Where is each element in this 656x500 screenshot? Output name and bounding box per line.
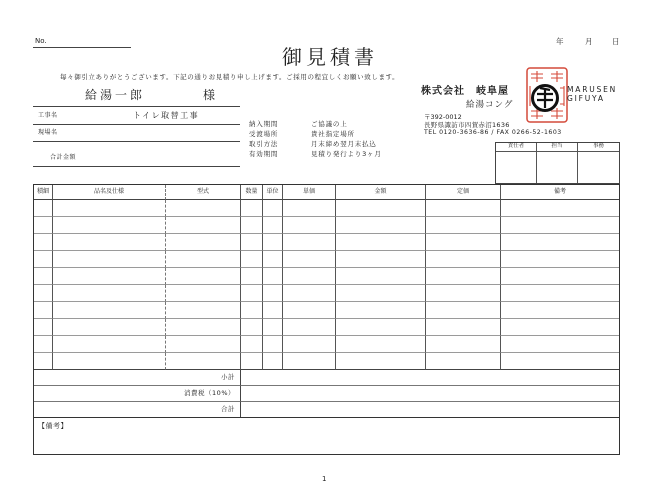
logo-text-line1: MARUSEN: [567, 85, 618, 94]
table-row: [34, 336, 619, 353]
table-cell: [501, 285, 619, 302]
tax-label: 消費税（10%）: [34, 386, 241, 402]
table-cell: [263, 319, 283, 336]
table-cell: [166, 200, 241, 217]
term-label: 納入期間: [249, 120, 279, 128]
table-cell: [53, 251, 166, 268]
table-cell: [336, 353, 426, 370]
table-cell: [263, 353, 283, 370]
table-cell: [166, 217, 241, 234]
document-title: 御見積書: [282, 45, 378, 69]
table-row: [34, 200, 619, 217]
header-detail: 積細: [34, 185, 53, 200]
table-header-row: [34, 185, 619, 200]
table-cell: [336, 217, 426, 234]
logo-text-line2: GIFUYA: [567, 94, 605, 103]
table-cell: [166, 234, 241, 251]
table-cell: [426, 285, 501, 302]
table-cell: [336, 302, 426, 319]
totals-section: [34, 370, 619, 417]
company-name: 株式会社 岐阜屋: [421, 86, 509, 97]
table-cell: [34, 285, 53, 302]
approval-cell-office: [578, 152, 619, 183]
table-cell: [241, 285, 263, 302]
project-underline: [33, 124, 240, 125]
table-cell: [426, 268, 501, 285]
header-quantity: 数量: [241, 185, 263, 200]
table-cell: [166, 251, 241, 268]
grand-total-label: 合計: [34, 402, 241, 417]
table-cell: [283, 234, 336, 251]
table-cell: [283, 200, 336, 217]
table-cell: [166, 336, 241, 353]
table-cell: [426, 319, 501, 336]
no-underline: [33, 47, 131, 48]
term-value: 見積り発行より3ヶ月: [311, 150, 382, 158]
table-cell: [283, 251, 336, 268]
circle-mark-icon: [533, 86, 558, 111]
grand-total-value: [241, 402, 619, 417]
company-tel-fax: TEL 0120-3636-86 / FAX 0266-52-1603: [424, 129, 562, 136]
approval-stamp-row: [496, 152, 619, 183]
total-amount-label: 合計金額: [50, 154, 77, 161]
table-cell: [166, 268, 241, 285]
table-cell: [166, 285, 241, 302]
table-cell: [263, 268, 283, 285]
header-unit: 単位: [263, 185, 283, 200]
approval-box: [495, 142, 620, 184]
approval-cell-staff: [537, 152, 578, 183]
table-cell: [53, 234, 166, 251]
table-cell: [426, 251, 501, 268]
table-cell: [241, 200, 263, 217]
header-list-price: 定価: [426, 185, 501, 200]
date-month-label: 月: [585, 37, 593, 46]
table-cell: [34, 353, 53, 370]
header-remarks: 備考: [501, 185, 619, 200]
table-cell: [241, 268, 263, 285]
table-cell: [241, 336, 263, 353]
table-cell: [283, 319, 336, 336]
table-cell: [283, 336, 336, 353]
table-cell: [34, 217, 53, 234]
totals-row-subtotal: [34, 370, 619, 386]
table-cell: [263, 200, 283, 217]
date-year-label: 年: [556, 37, 564, 46]
table-cell: [53, 302, 166, 319]
table-cell: [283, 302, 336, 319]
table-row: [34, 217, 619, 234]
term-label: 取引方法: [249, 140, 279, 148]
header-item-spec: 品名及仕様: [53, 185, 166, 200]
site-label: 現場名: [38, 129, 58, 136]
table-cell: [426, 234, 501, 251]
table-cell: [283, 268, 336, 285]
table-cell: [263, 336, 283, 353]
header-amount: 金額: [336, 185, 426, 200]
customer-name-underline: [33, 106, 240, 107]
company-postal-code: 〒392-0012: [424, 113, 462, 121]
header-unit-price: 単価: [283, 185, 336, 200]
company-seal: [525, 66, 569, 124]
table-cell: [166, 302, 241, 319]
table-cell: [336, 200, 426, 217]
total-amount-underline: [33, 166, 240, 167]
table-cell: [336, 319, 426, 336]
table-cell: [426, 217, 501, 234]
table-cell: [501, 251, 619, 268]
table-cell: [501, 200, 619, 217]
table-cell: [263, 251, 283, 268]
table-cell: [426, 336, 501, 353]
page-number: 1: [322, 475, 327, 483]
term-label: 有効期間: [249, 150, 279, 158]
table-cell: [501, 353, 619, 370]
table-cell: [53, 200, 166, 217]
table-cell: [53, 285, 166, 302]
approval-header-row: [496, 143, 619, 152]
table-cell: [53, 319, 166, 336]
totals-row-total: [34, 402, 619, 417]
table-cell: [241, 302, 263, 319]
table-cell: [263, 285, 283, 302]
term-value: 貴社指定場所: [311, 130, 355, 138]
subtotal-label: 小計: [34, 370, 241, 386]
header-model: 型式: [166, 185, 241, 200]
table-row: [34, 319, 619, 336]
estimate-table: [33, 184, 620, 418]
term-value: 月末締め翌月末払込: [311, 140, 377, 148]
approval-header-manager: 責任者: [496, 143, 537, 152]
table-cell: [263, 217, 283, 234]
table-cell: [34, 251, 53, 268]
term-value: ご協議の上: [311, 120, 348, 128]
table-cell: [426, 200, 501, 217]
table-row: [34, 268, 619, 285]
table-cell: [501, 336, 619, 353]
table-row: [34, 234, 619, 251]
table-cell: [336, 251, 426, 268]
table-cell: [34, 200, 53, 217]
table-cell: [263, 302, 283, 319]
table-cell: [34, 336, 53, 353]
table-cell: [501, 217, 619, 234]
customer-name: 給湯一郎: [85, 88, 146, 102]
customer-honorific: 様: [203, 88, 216, 102]
remarks-box: [33, 417, 620, 455]
tax-value: [241, 386, 619, 402]
approval-cell-manager: [496, 152, 537, 183]
totals-row-tax: [34, 386, 619, 402]
table-cell: [34, 268, 53, 285]
table-cell: [53, 268, 166, 285]
table-cell: [283, 217, 336, 234]
item-rows: [34, 200, 619, 370]
term-label: 受渡場所: [249, 130, 279, 138]
table-cell: [336, 234, 426, 251]
table-cell: [501, 302, 619, 319]
company-address: 長野県諏訪市四賀赤沼1636: [424, 121, 510, 129]
subtotal-value: [241, 370, 619, 386]
table-row: [34, 285, 619, 302]
table-row: [34, 251, 619, 268]
table-cell: [241, 319, 263, 336]
table-row: [34, 302, 619, 319]
table-cell: [166, 353, 241, 370]
table-cell: [336, 336, 426, 353]
table-cell: [34, 302, 53, 319]
project-value: トイレ取替工事: [133, 111, 200, 120]
table-cell: [501, 268, 619, 285]
table-row: [34, 353, 619, 370]
table-cell: [166, 319, 241, 336]
approval-header-office: 事務: [578, 143, 619, 152]
table-cell: [241, 353, 263, 370]
table-cell: [241, 217, 263, 234]
no-label: No.: [35, 37, 47, 45]
table-cell: [426, 302, 501, 319]
table-cell: [336, 268, 426, 285]
table-cell: [53, 353, 166, 370]
approval-header-staff: 担当: [537, 143, 578, 152]
table-cell: [241, 251, 263, 268]
table-cell: [501, 234, 619, 251]
table-cell: [283, 353, 336, 370]
table-cell: [501, 319, 619, 336]
table-cell: [336, 285, 426, 302]
project-label: 工事名: [38, 112, 58, 119]
table-cell: [263, 234, 283, 251]
date-day-label: 日: [612, 37, 620, 46]
company-department: 給湯コング: [466, 100, 514, 110]
table-cell: [53, 336, 166, 353]
site-underline: [33, 141, 240, 142]
greeting-text: 毎々御引立ありがとうございます。下記の通りお見積り申し上げます。ご採用の程宜しくお願い致します。: [60, 73, 400, 81]
table-cell: [426, 353, 501, 370]
table-cell: [34, 234, 53, 251]
table-cell: [53, 217, 166, 234]
table-cell: [241, 234, 263, 251]
table-cell: [34, 319, 53, 336]
table-cell: [283, 285, 336, 302]
remarks-label: 【備考】: [38, 422, 68, 430]
